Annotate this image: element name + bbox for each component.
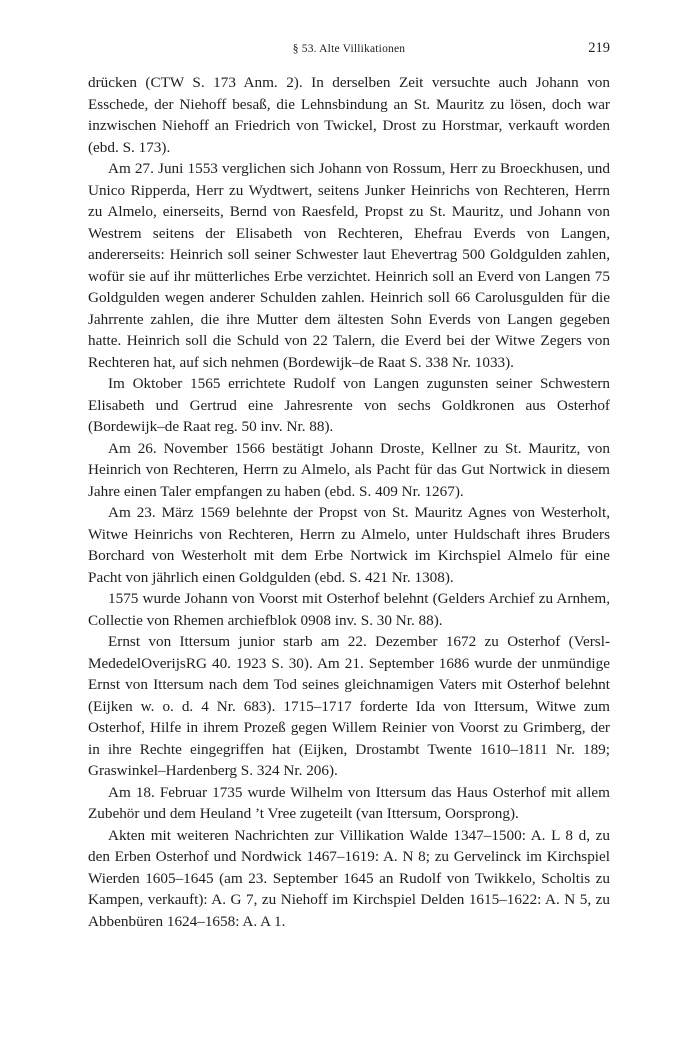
paragraph: drücken (CTW S. 173 Anm. 2). In derselben Zeit versuchte auch Johann von Esschede, der Niehoff besaß, die Lehnsbindung an St. Mauritz zu lösen, doch war inzwischen Niehoff an Friedrich von Twickel, Drost zu Horstmar, verkauft worden (ebd. S. 173). xyxy=(88,74,610,156)
running-head xyxy=(88,40,610,60)
page-number: 219 xyxy=(588,40,610,56)
paragraph: Akten mit weiteren Nachrichten zur Villikation Walde 1347–1500: A. L 8 d, zu den Erben Osterhof und Nordwick 1467–1619: A. N 8; zu Gervelinck im Kirchspiel Wierden 1605–1645 (am 23. September 1645 an Rudolf von Twikkelo, Scholtis zu Kampen, verkauft): A. G 7, zu Niehoff im Kirchspiel Delden 1615–1622: A. N 5, zu Abbenbüren 1624–1658: A. A 1. xyxy=(88,826,610,930)
running-title: § 53. Alte Villikationen xyxy=(292,43,406,55)
paragraph: Am 23. März 1569 belehnte der Propst von St. Mauritz Agnes von Westerholt, Witwe Heinrichs von Rechteren, Herrn zu Almelo, unter Huldschaft ihres Bruders Borchard von Westerholt mit dem Erbe Nortwick im Kirchspiel Almelo für eine Pacht von jährlich einen Goldgulden (ebd. S. 421 Nr. 1308). xyxy=(88,504,610,586)
paragraph: Ernst von Ittersum junior starb am 22. Dezember 1672 zu Osterhof (VerslMededelOverijsRG 40. 1923 S. 30). Am 21. September 1686 wurde der unmündige Ernst von Ittersum nach dem Tod seines gleichnamigen Vaters mit Osterhof belehnt (Eijken w. o. d. 4 Nr. 683). 1715–1717 forderte Ida von Ittersum, Witwe zum Osterhof, Hilfe in ihrem Prozeß gegen Willem Reinier von Voorst zu Grimberg, der in ihre Rechte eingegriffen hat (Eijken, Drostambt Twente 1610–1811 Nr. 189; Graswinkel–Hardenberg S. 324 Nr. 206). xyxy=(88,633,610,779)
body-text xyxy=(88,72,610,932)
paragraph: 1575 wurde Johann von Voorst mit Osterhof belehnt (Gelders Archief zu Arnhem, Collectie von Rhemen archiefblok 0908 inv. S. 30 Nr. 88). xyxy=(88,590,610,629)
paragraph: Am 18. Februar 1735 wurde Wilhelm von Ittersum das Haus Osterhof mit allem Zubehör und dem Heuland ’t Vree zugeteilt (van Ittersum, Oorsprong). xyxy=(88,783,610,822)
paragraph: Im Oktober 1565 errichtete Rudolf von Langen zugunsten seiner Schwestern Elisabeth und Gertrud eine Jahresrente von sechs Goldkronen aus Osterhof (Bordewijk–de Raat reg. 50 inv. Nr. 88). xyxy=(88,375,610,435)
paragraph: Am 26. November 1566 bestätigt Johann Droste, Kellner zu St. Mauritz, von Heinrich von Rechteren, Herrn zu Almelo, als Pacht für das Gut Nortwick in diesem Jahre einen Taler empfangen zu haben (ebd. S. 409 Nr. 1267). xyxy=(88,439,610,500)
paragraph: Am 27. Juni 1553 verglichen sich Johann von Rossum, Herr zu Broeckhusen, und Unico Ripperda, Herr zu Wydtwert, seitens Junker Heinrichs von Rechteren, Herrn zu Almelo, einerseits, Bernd von Raesfeld, Propst zu St. Mauritz, und Johann von Westrem seitens der Elisabeth von Rechteren, Ehefrau Everds von Langen, andererseits: Heinrich soll seiner Schwester laut Ehevertrag 500 Goldgulden zahlen, wofür sie auf ihr mütterliches Erbe verzichtet. Heinrich soll an Everd von Langen 75 Goldgulden wegen anderer Schulden zahlen. Heinrich soll 66 Carolusgulden für die Jahrrente zahlen, die ihre Mutter dem ältesten Sohn Everds von Langen gegeben hatte. Heinrich soll die Schuld von 22 Talern, die Everd bei der Witwe Zegers von Rechteren hat, auf sich nehmen (Bordewijk–de Raat S. 338 Nr. 1033). xyxy=(88,160,610,371)
